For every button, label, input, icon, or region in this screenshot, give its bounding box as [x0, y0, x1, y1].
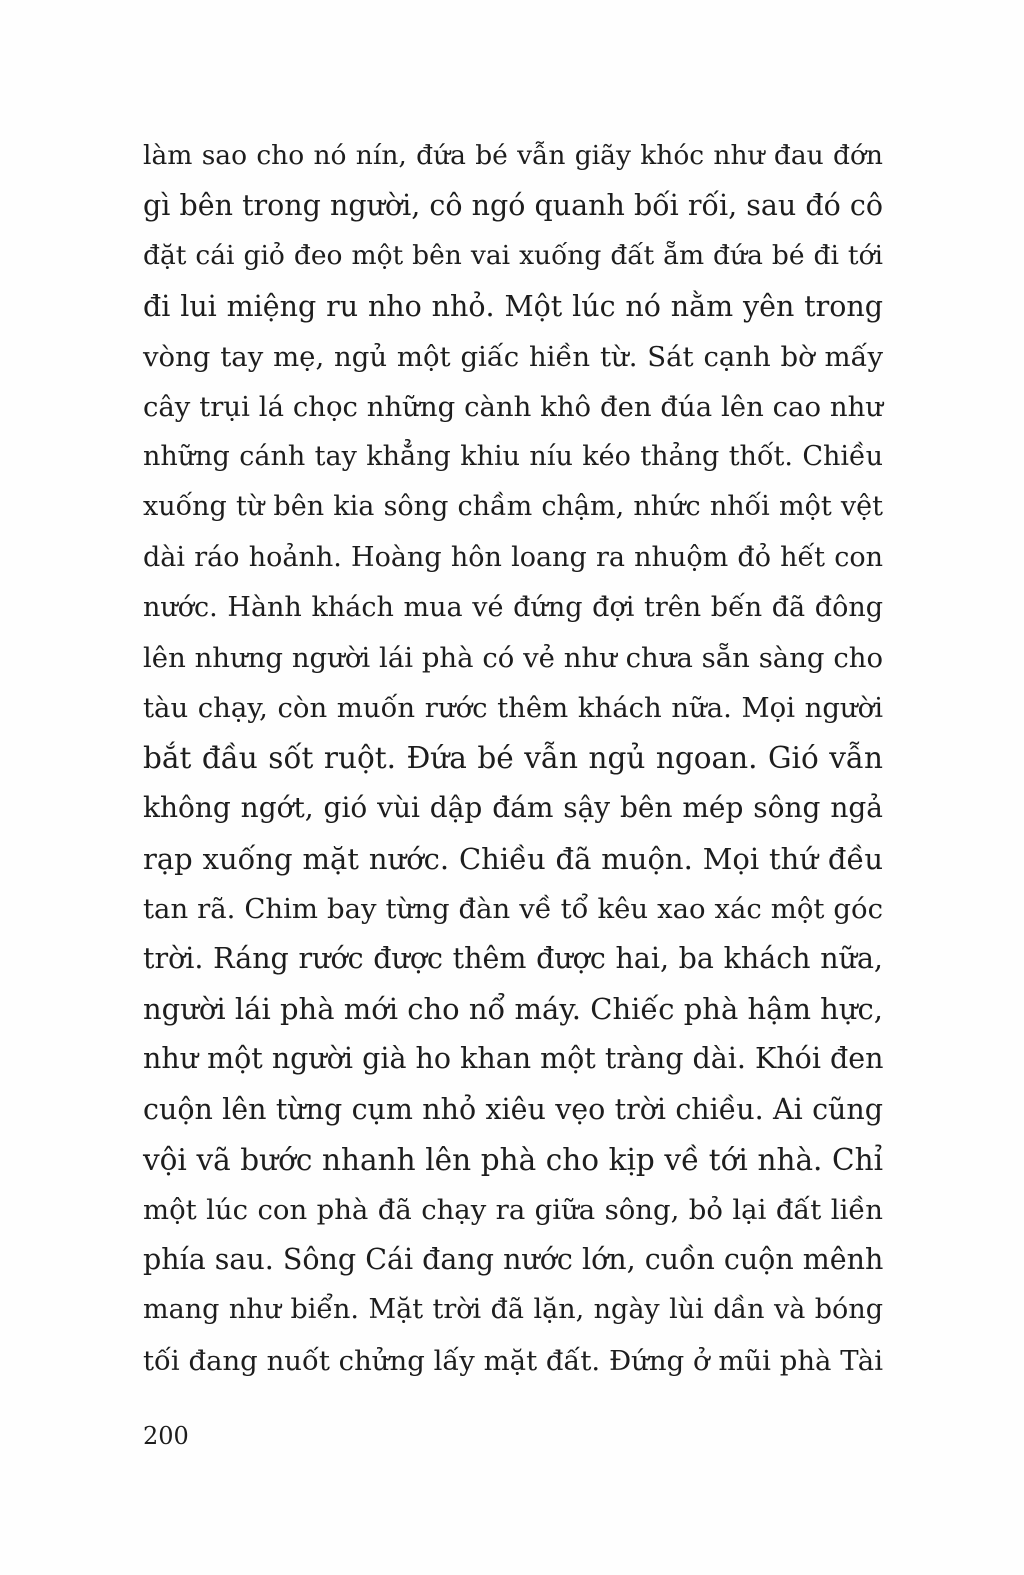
text-line: nước. Hành khách mua vé đứng đợi trên bến đã đông — [143, 591, 883, 623]
text-line: xuống từ bên kia sông chầm chậm, nhức nhối một vệt — [143, 491, 883, 523]
text-line: vội vã bước nhanh lên phà cho kịp về tới nhà. Chỉ — [143, 1142, 883, 1177]
text-line: đặt cái giỏ đeo một bên vai xuống đất ẵm đứa bé đi tới — [143, 240, 883, 272]
text-line: lên nhưng người lái phà có vẻ như chưa sẵn sàng cho — [143, 641, 883, 674]
text-line: một lúc con phà đã chạy ra giữa sông, bỏ lại đất liền — [143, 1193, 883, 1226]
text-line: trời. Ráng rước được thêm được hai, ba khách nữa, — [143, 942, 883, 975]
text-line: cuộn lên từng cụm nhỏ xiêu vẹo trời chiều. Ai cũng — [143, 1092, 883, 1126]
text-line: người lái phà mới cho nổ máy. Chiếc phà hậm hực, — [143, 992, 883, 1027]
text-line: bắt đầu sốt ruột. Đứa bé vẫn ngủ ngoan. Gió vẫn — [143, 741, 883, 776]
text-line: tối đang nuốt chửng lấy mặt đất. Đứng ở mũi phà Tài — [143, 1344, 883, 1377]
text-line: gì bên trong người, cô ngó quanh bối rối, sau đó cô — [143, 189, 883, 223]
text-line: tan rã. Chim bay từng đàn về tổ kêu xao xác một góc — [143, 892, 883, 925]
text-line: cây trụi lá chọc những cành khô đen đúa lên cao như — [143, 390, 883, 423]
text-line: những cánh tay khẳng khiu níu kéo thảng thốt. Chiều — [143, 441, 883, 473]
text-line: phía sau. Sông Cái đang nước lớn, cuồn cuộn mênh — [143, 1243, 884, 1277]
text-line: rạp xuống mặt nước. Chiều đã muộn. Mọi thứ đều — [143, 841, 883, 876]
page-number: 200 — [143, 1422, 189, 1450]
text-line: tàu chạy, còn muốn rước thêm khách nữa. Mọi người — [143, 692, 883, 725]
text-line: mang như biển. Mặt trời đã lặn, ngày lùi dần và bóng — [143, 1294, 883, 1326]
text-line: làm sao cho nó nín, đứa bé vẫn giãy khóc như đau đớn — [143, 140, 883, 171]
text-line: vòng tay mẹ, ngủ một giấc hiền từ. Sát cạnh bờ mấy — [143, 340, 883, 373]
text-line: như một người già ho khan một tràng dài. Khói đen — [143, 1042, 884, 1076]
text-line: dài ráo hoảnh. Hoàng hôn loang ra nhuộm đỏ hết con — [143, 541, 883, 573]
text-line: không ngớt, gió vùi dập đám sậy bên mép sông ngả — [143, 791, 883, 825]
text-line: đi lui miệng ru nho nhỏ. Một lúc nó nằm yên trong — [143, 289, 883, 323]
body-text — [143, 131, 883, 1386]
